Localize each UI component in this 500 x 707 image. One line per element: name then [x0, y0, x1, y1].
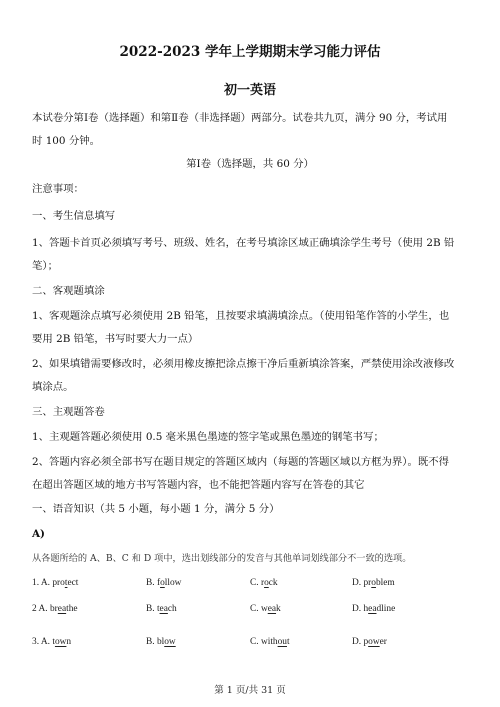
option-b: B. blow	[146, 637, 176, 647]
option-a: 3. A. town	[32, 637, 72, 647]
intro-line-2: 时 100 分钟。	[32, 135, 101, 147]
page-footer: 第 1 页/共 31 页	[214, 685, 286, 696]
question-instruction: 从各题所给的 A、B、C 和 D 项中，选出划线部分的发音与其他单词划线部分不一致的选项。	[32, 553, 412, 564]
option-c: C. weak	[250, 604, 281, 614]
objective-item-1-line-2: 要用 2B 铅笔，书写时要大力一点）	[32, 333, 199, 345]
option-c: C. without	[250, 637, 290, 647]
question-section-heading: 一、语音知识（共 5 小题，每小题 1 分，满分 5 分）	[32, 503, 280, 515]
option-b: B. follow	[146, 578, 182, 588]
section-heading-objective: 二、客观题填涂	[32, 285, 105, 297]
intro-line-1: 本试卷分第Ⅰ卷（选择题）和第Ⅱ卷（非选择题）两部分。试卷共九页，满分 90 分，考试用	[32, 112, 448, 124]
option-d: D. headline	[352, 604, 396, 614]
option-a: 2 A. breathe	[32, 604, 78, 614]
section-heading-subjective: 三、主观题答卷	[32, 406, 105, 418]
subjective-item-1: 1、主观题答题必须使用 0.5 毫米黑色墨迹的签字笔或黑色墨迹的钢笔书写；	[32, 431, 384, 443]
notice-heading: 注意事项：	[32, 183, 84, 195]
objective-item-1-line-1: 1、客观题涂点填写必须使用 2B 铅笔，且按要求填满填涂点。（使用铅笔作答的小学生，也	[32, 310, 450, 322]
subjective-item-2-line-2: 在超出答题区域的地方书写答题内容，也不能把答题内容写在答卷的其它	[32, 479, 365, 491]
subjective-item-2-line-1: 2、答题内容必须全部书写在题目规定的答题区域内（每题的答题区域以方框为界）。既不得	[32, 456, 450, 468]
option-d: D. problem	[352, 578, 395, 588]
objective-item-2-line-2: 填涂点。	[32, 381, 74, 393]
section-heading-info: 一、考生信息填写	[32, 210, 116, 222]
option-b: B. teach	[146, 604, 177, 614]
info-item-1-line-1: 1、答题卡首页必须填写考号、班级、姓名，在考号填涂区域正确填涂学生考号（使用 2B 铅	[32, 237, 455, 249]
objective-item-2-line-1: 2、如果填错需要修改时，必须用橡皮擦把涂点擦干净后重新填涂答案，严禁使用涂改液修改	[32, 358, 455, 370]
exam-title: 2022-2023 学年上学期期末学习能力评估	[119, 44, 381, 60]
option-d: D. power	[352, 637, 387, 647]
info-item-1-line-2: 笔）；	[32, 260, 58, 272]
option-a: 1. A. protect	[32, 578, 79, 588]
option-c: C. rock	[250, 578, 278, 588]
exam-subject: 初一英语	[223, 83, 276, 98]
part-heading: 第Ⅰ卷（选择题，共 60 分）	[186, 158, 314, 170]
question-sub-heading: A)	[32, 528, 45, 540]
